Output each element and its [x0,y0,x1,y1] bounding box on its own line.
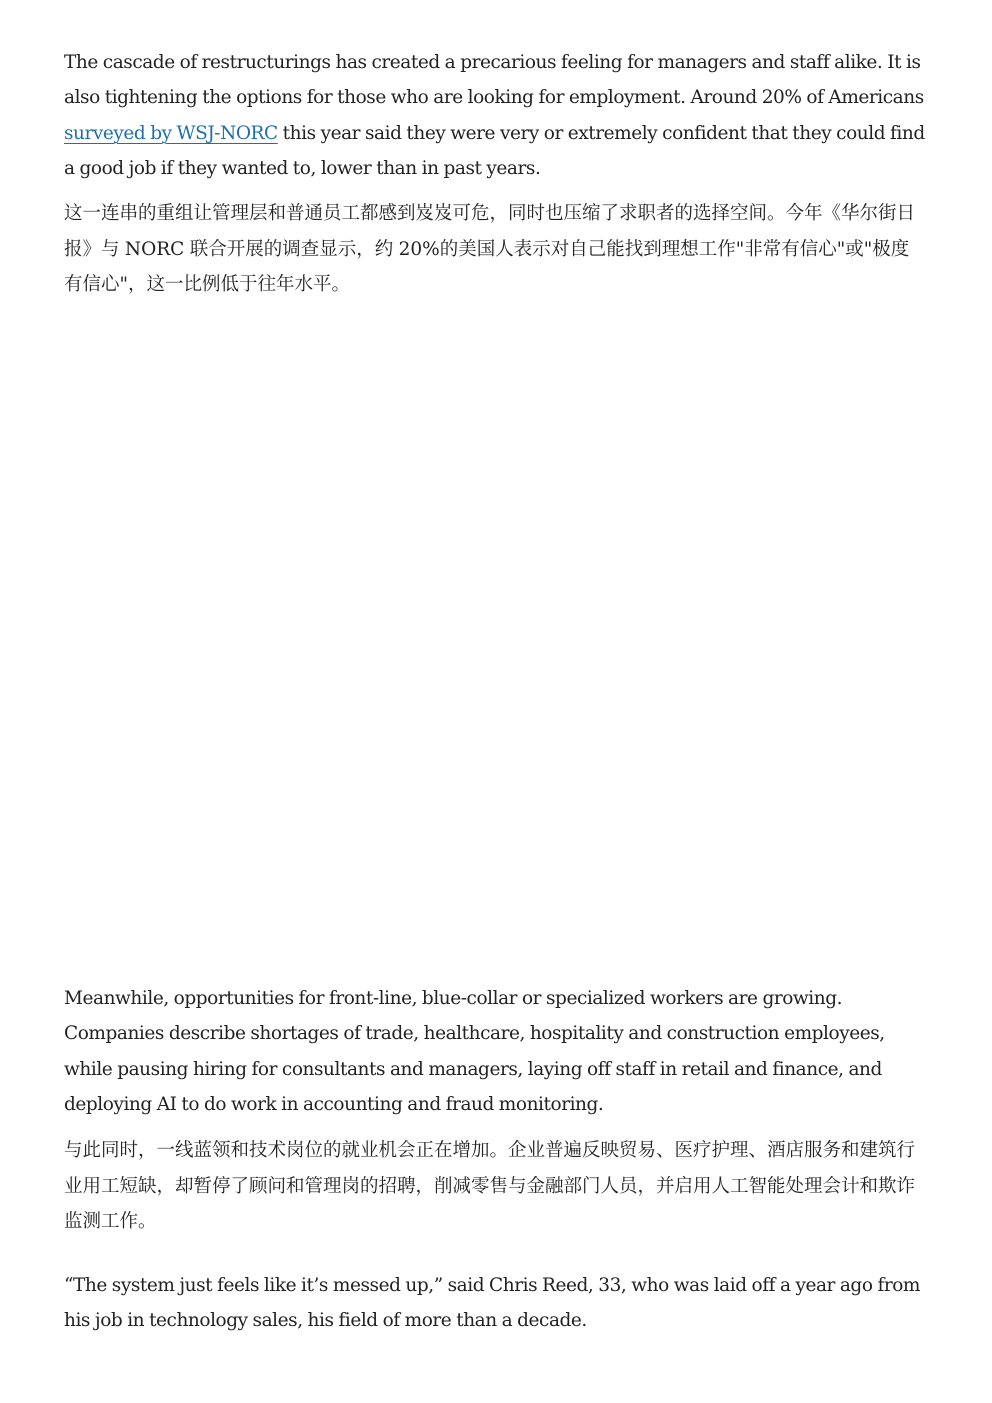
wsj-norc-survey-link[interactable]: surveyed by WSJ-NORC [64,122,278,144]
article-paragraph-2-chinese: 与此同时，一线蓝领和技术岗位的就业机会正在增加。企业普遍反映贸易、医疗护理、酒店服务和建筑行业用工短缺，却暂停了顾问和管理岗的招聘，削减零售与金融部门人员，并启用人工智能处理会计和欺诈监测工作。 [64,1140,916,1232]
article-paragraph-2: Meanwhile, opportunities for front-line, blue-collar or specialized workers are growing. Companies describe shortages of trade, healthcare, hospitality and construction employees, while pausing hiring for consultants and managers, laying off staff in retail and finance, and deploying AI to do work in accounting and fraud monitoring. [64,988,885,1115]
paragraph-1-text-before-link: The cascade of restructurings has created a precarious feeling for managers and staff alike. It is also tightening the options for those who are looking for employment. Around 20% of Americans [64,52,924,109]
article-paragraph-1 [64,45,926,186]
paragraph-1-text-after-link: this year said they were very or extremely confident that they could find a good job if they wanted to, lower than in past years. [64,122,925,179]
article-paragraph-3: “The system just feels like it’s messed up,” said Chris Reed, 33, who was laid off a year ago from his job in technology sales, his field of more than a decade. [64,1275,921,1332]
article-paragraph-1-chinese: 这一连串的重组让管理层和普通员工都感到岌岌可危，同时也压缩了求职者的选择空间。今年《华尔街日报》与 NORC 联合开展的调查显示，约 20%的美国人表示对自己能找到理想工作"非常有信心"或"极度有信心"，这一比例低于往年水平。 [64,203,916,295]
